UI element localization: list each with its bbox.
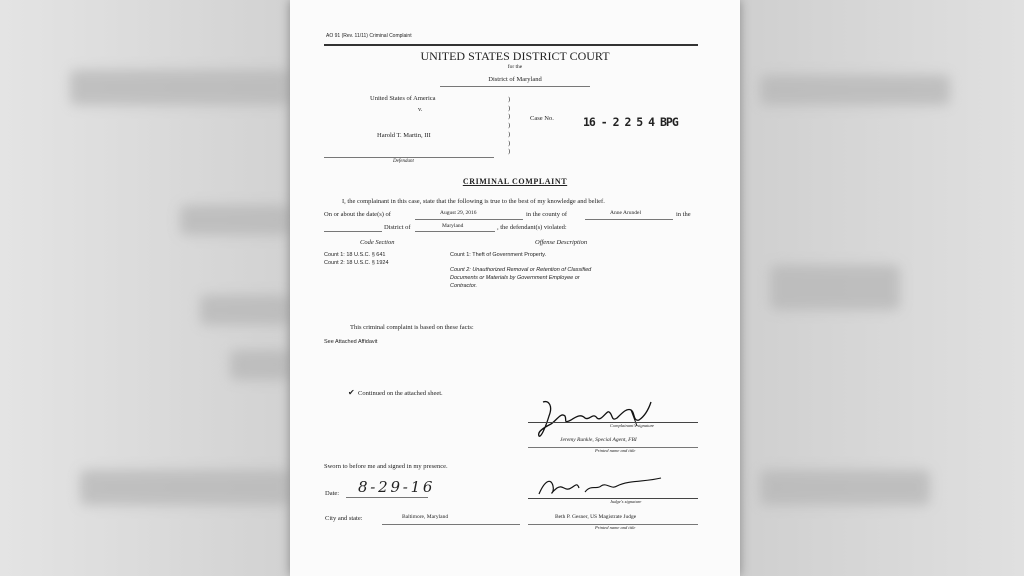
background-blur — [200, 295, 290, 325]
complainant-name: Jeremy Runkle, Special Agent, FBI — [560, 437, 637, 443]
complainant-signature — [535, 398, 665, 440]
offense-count-2-line-2: Documents or Materials by Government Employee or — [450, 275, 580, 281]
blank-line — [324, 231, 382, 232]
city-label: City and state: — [325, 515, 363, 522]
code-section-1: Count 1: 18 U.S.C. § 641 — [324, 252, 386, 258]
code-section-2: Count 2: 18 U.S.C. § 1924 — [324, 260, 389, 266]
defendant-name: Harold T. Martin, III — [377, 132, 431, 139]
judge-signature-label: Judge's signature — [610, 499, 642, 504]
date-line — [415, 219, 523, 220]
facts-value: See Attached Affidavit — [324, 339, 378, 345]
background-blur — [770, 265, 900, 310]
violated-label: , the defendant(s) violated: — [497, 224, 567, 231]
facts-label: This criminal complaint is based on these facts: — [350, 324, 474, 331]
district-value-line — [415, 231, 495, 232]
in-the-label: in the — [676, 211, 691, 218]
background-blur — [760, 470, 930, 505]
caption-brackets: ) ) ) ) ) ) ) — [508, 96, 511, 156]
county-label: in the county of — [526, 211, 567, 218]
background-blur — [80, 470, 290, 505]
background-blur — [230, 350, 290, 380]
printed-name-label-1: Printed name and title — [595, 448, 636, 453]
court-district: District of Maryland — [488, 76, 542, 83]
offense-date: August 29, 2016 — [440, 210, 477, 216]
date-of-label: On or about the date(s) of — [324, 211, 391, 218]
handwritten-date: 8 - 2 9 - 1 6 — [358, 478, 432, 496]
complaint-document — [290, 0, 740, 576]
case-number: 16 - 2 2 5 4 BPG — [583, 115, 678, 129]
district-line — [440, 86, 590, 87]
county: Anne Arundel — [610, 210, 642, 216]
versus: v. — [418, 106, 423, 113]
complainant-statement: I, the complainant in this case, state that the following is true to the best of my knowledge and belief. — [342, 198, 605, 205]
city-line — [382, 524, 520, 525]
background-blur — [760, 75, 950, 105]
defendant-line — [324, 157, 494, 158]
date-label: Date: — [325, 490, 340, 497]
background-blur — [180, 205, 290, 235]
offense-count-1: Count 1: Theft of Government Property. — [450, 252, 547, 258]
continued-label: Continued on the attached sheet. — [358, 390, 443, 397]
background-blur — [70, 70, 290, 105]
court-title: UNITED STATES DISTRICT COURT — [420, 49, 610, 63]
header-rule — [324, 44, 698, 46]
complainant-signature-label: Complainant's signature — [610, 423, 655, 428]
printed-name-label-2: Printed name and title — [595, 525, 636, 530]
offense-description-label: Offense Description — [535, 239, 588, 246]
court-for: for the — [507, 64, 523, 70]
offense-count-2-line-3: Contractor. — [450, 283, 478, 289]
district-value: Maryland — [442, 223, 464, 229]
offense-count-2-line-1: Count 2: Unauthorized Removal or Retention of Classified — [450, 267, 592, 273]
complaint-heading: CRIMINAL COMPLAINT — [462, 177, 568, 186]
city-value: Baltimore, Maryland — [402, 514, 449, 520]
date-field-line — [346, 497, 428, 498]
district-of-label: District of — [384, 224, 411, 231]
code-section-label: Code Section — [360, 239, 395, 246]
county-line — [585, 219, 673, 220]
defendant-label: Defendant — [393, 159, 414, 164]
continued-checkbox: ✔ — [348, 388, 355, 397]
judge-signature — [535, 476, 675, 500]
form-id: AO 91 (Rev. 11/11) Criminal Complaint — [326, 33, 412, 39]
case-no-label: Case No. — [530, 115, 554, 122]
sworn-statement: Sworn to before me and signed in my presence. — [324, 463, 448, 470]
judge-name: Beth P. Gesner, US Magistrate Judge — [555, 514, 637, 520]
plaintiff-name: United States of America — [370, 95, 436, 102]
